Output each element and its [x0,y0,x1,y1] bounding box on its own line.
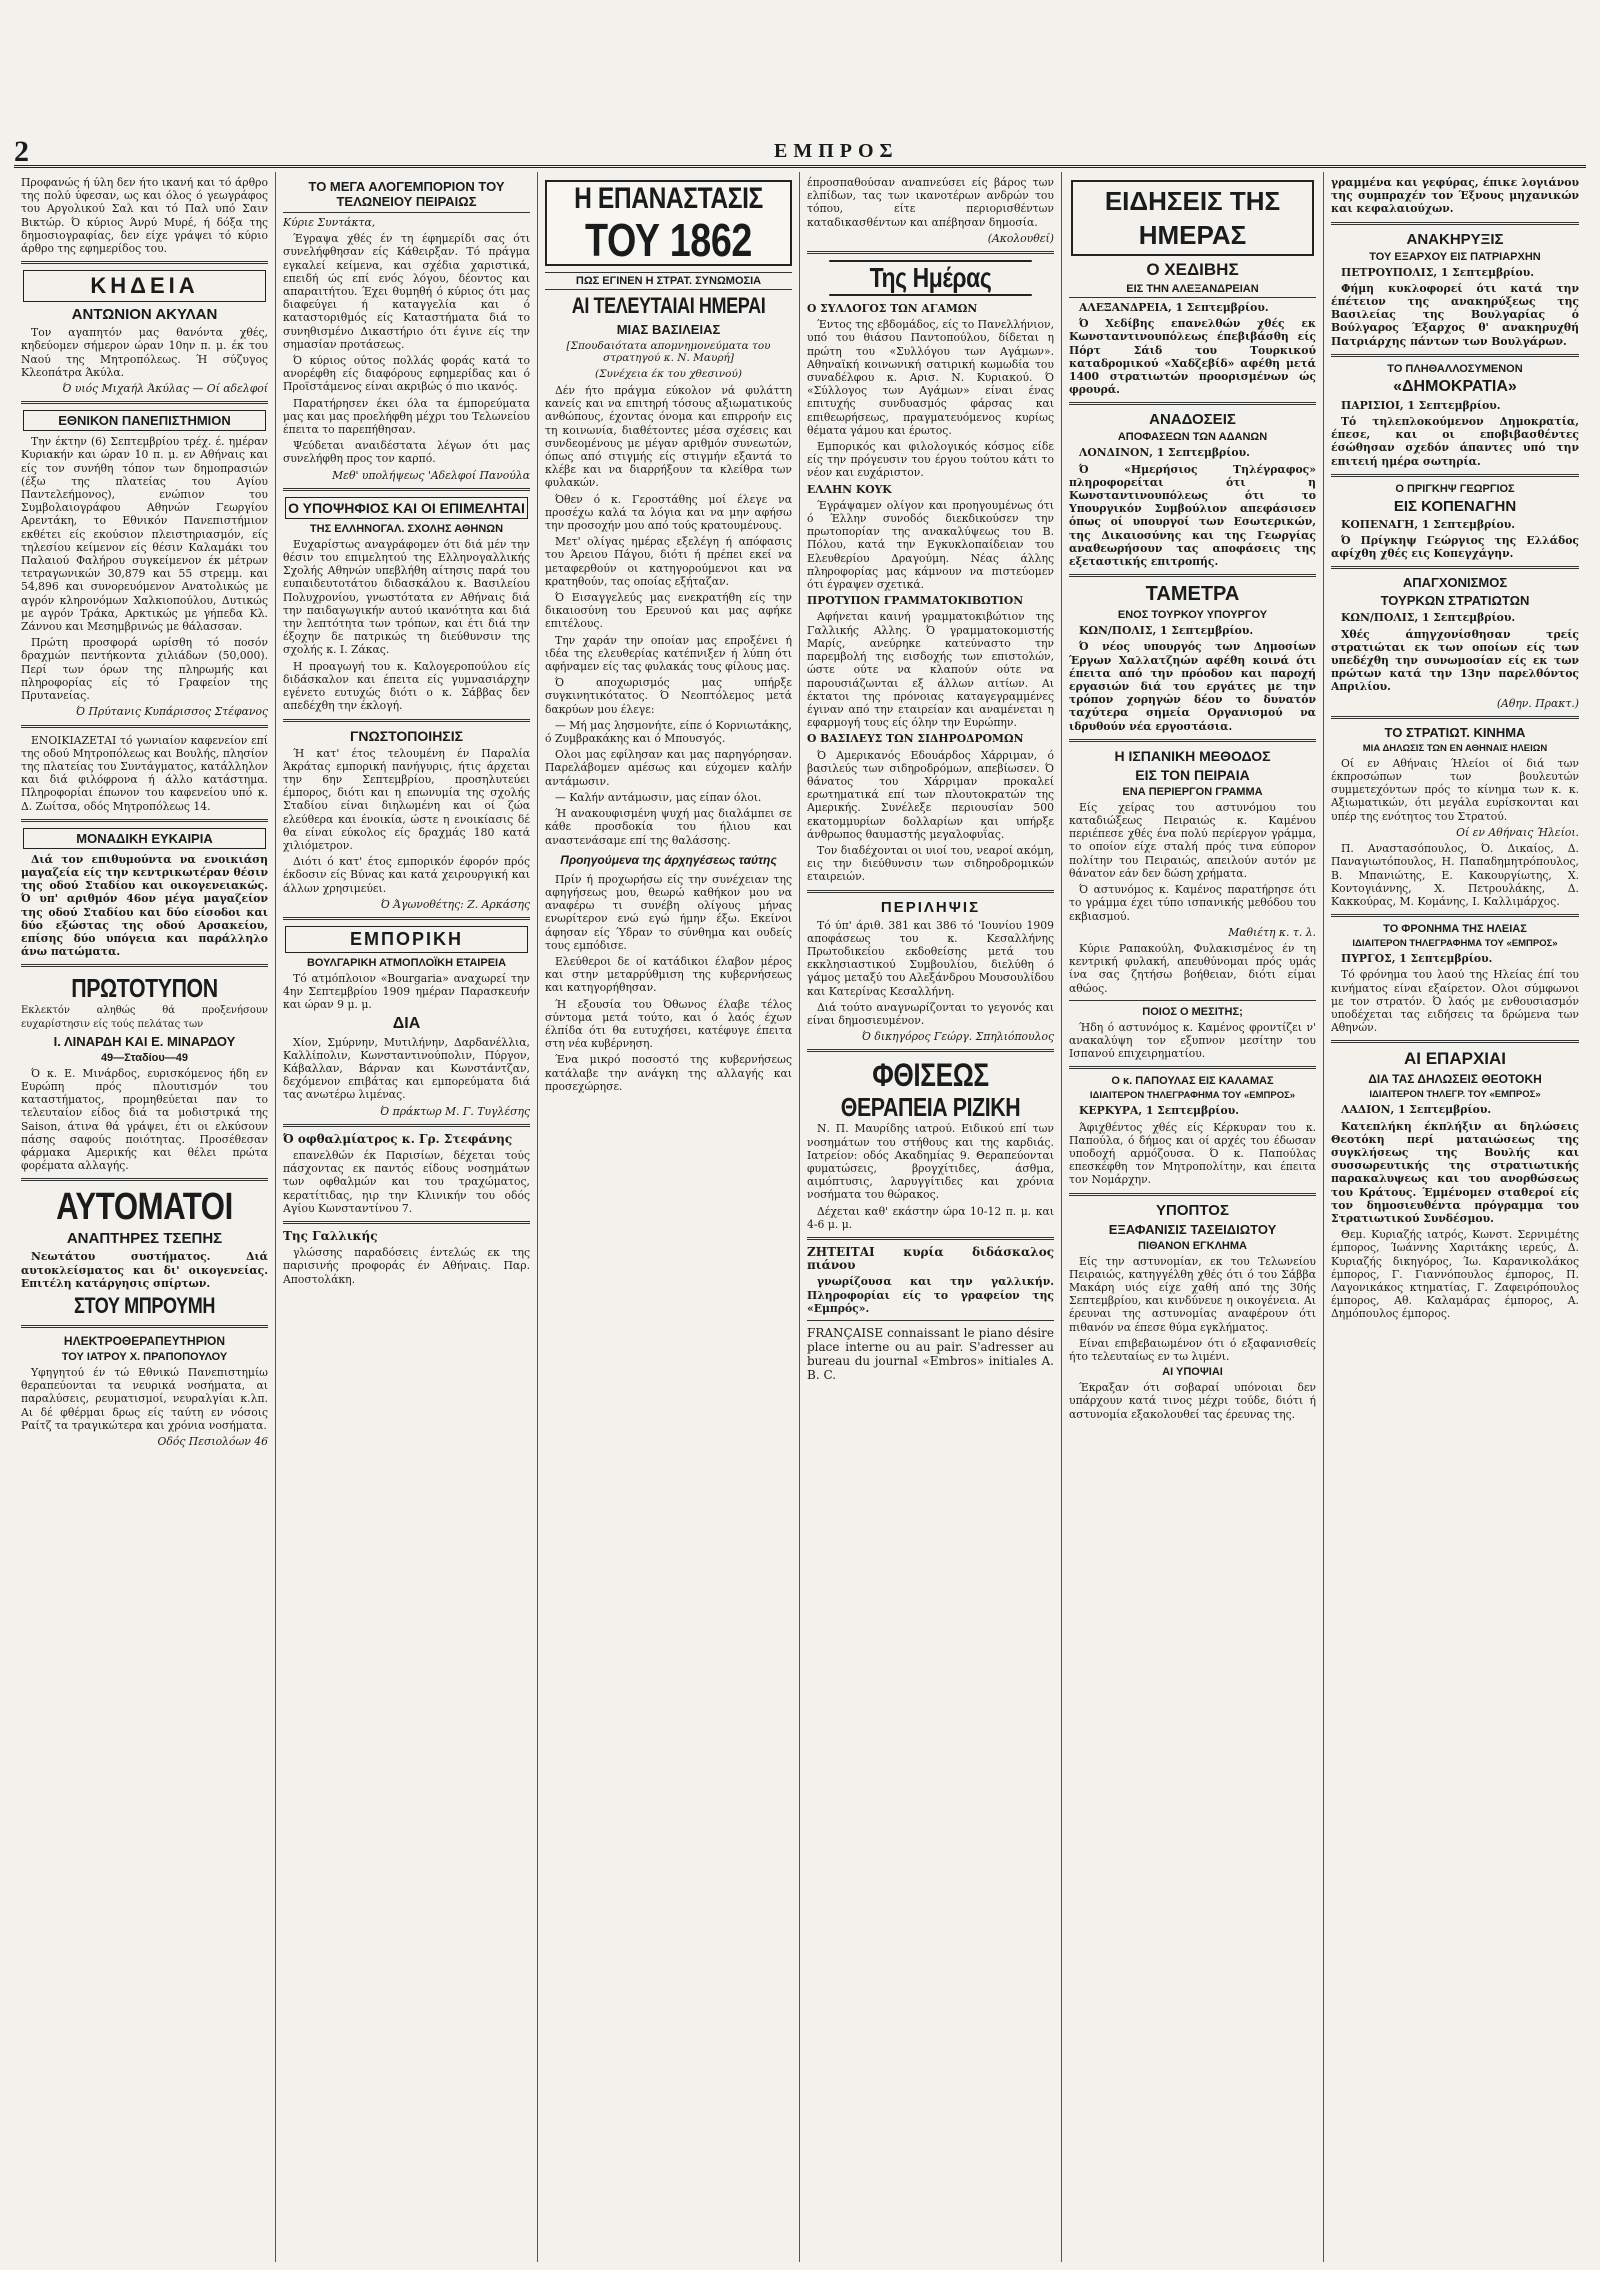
revolution-p10: Ελεύθεροι δε οί κατάδικοι έλαβον μέρος και στην μεταρρύθμιση της κυβερνήσεως και κατηγορήθησαν. [545,954,792,995]
spanish-signature: Μαθιέτη κ. τ. λ. [1228,925,1316,939]
s4-text: Ό Αμερικανός Εδουάρδος Χάρριμαν, ό βασιλεύς των σιδηροδρόμων, απεβίωσεν. Ό θάνατος του Χάρριμαν προκαλεί ερωτηματικά επί των πλουτοκρατών της Αμερικής. Συνέλεξε περιουσίαν 500 εκατομμυρίων δολλαρίων και υπήρξε άνθρωπος θαυμαστής μεγαλοφυΐας. [807,748,1054,841]
provinces-text: Κατεπλήκη έκπλήξιν αι δηλώσεις Θεοτόκη περί ματαιώσεως της συγκλήσεως της Βουλής και συσσωρευτικής της στρατιωτικής παρακαλυψεως και του ανορθώσεως του Κράτους. Έμμένομεν σταθεροί είς τον δημοσιευθέντα πρόγραμμα του Στρατιωτικού Συνδέσμου. [1331,1119,1579,1225]
tametra-heading: ΤΑΜΕΤΡΑ [1145,583,1240,606]
letter-text-3: Παρατήρησεν έκει όλα τα έμπορεύματα μας και μας προελήφθη μέχρι του Τελωνείου έπειτα το παρεπήθησαν. [283,396,530,437]
provinces-sub-2: ΙΔΙΑΙΤΕΡΟΝ ΤΗΛΕΓΡ. ΤΟΥ «ΕΜΠΡΟΣ» [1369,1089,1541,1101]
revolution-banner [545,180,792,266]
continuation-signature: (Ακολουθεί) [987,231,1054,245]
original-sub: Εκλεκτόν αληθώς θά προξενήσουν ευχαρίστησιν είς τούς πελάτας των [21,1005,268,1030]
provinces-dateline: ΛΑΔΙΟΝ, 1 Σεπτεμβρίου. [1341,1103,1492,1117]
revolution-p4: Ό Εισαγγελεύς μας ενεκρατήθη είς την δικαιοσύνη του Ερευνού και μας αφήκε επιτέλους. [545,591,792,631]
kalamata-heading: Ο κ. ΠΑΠΟΥΛΑΣ ΕΙΣ ΚΑΛΑΜΑΣ [1111,1075,1274,1088]
suspect-sub: ΕΞΑΦΑΝΙΣΙΣ ΤΑΣΕΙΔΙΩΤΟΥ [1108,1221,1277,1237]
revolution-subhead: Προηγούμενα της άρχηγέσεως ταύτης [560,852,777,867]
revolution-quote-2: — Καλήν αντάμωσιν, μας είπαν όλοι. [555,790,762,804]
column-3 [538,172,800,2262]
revolution-p8: Ή ανακουφισμένη ψυχή μας διαλάμπει σε κάθε προσδοκία του ήλιου και αναστενάσαμε επί της θαλάσσης. [545,807,792,847]
provinces-heading: ΑΙ ΕΠΑΡΧΙΑΙ [1403,1049,1507,1069]
notice-text: Ή κατ' έτος τελουμένη έν Παραλία Άκράτας εμπορική πανήγυρις, ήτις άρχεται την 6ην Σεπτεμβρίου, προσηλυτεύει έμπορος, διότι και η επωνυμία της σχολής Σταδίου είναι διηλωμένη και οί ζώα ελεύθερα και ένοικία, ώστε η ενοικίασις δέ θα είναι εύκολος είς δραχμάς 180 κατά χιλιόμετρον. [283,746,530,852]
tametra-text: Ό νέος υπουργός των Δημοσίων Έργων Χαλλατζηών αφέθη κοινά ότι έπειτα από την πρόοδον και παροχή εργασιών διά του εργάτες με την τρόπον χορηγών δέον το δυνατόν ταχύτερα σημεία Οργανισμού να ιδρυθούν νέα εργοστάσια. [1069,640,1316,733]
revolution-continuation: (Συνέχεια έκ του χθεσινού) [595,368,742,380]
revolution-p11: Ή εξουσία του Όθωνος έλαβε τέλος σύντομα μετά τούτο, και ό λαός έχων έλπίδα ότι θα ευτυχήσει, κατέφυγε έπειτα στη νέα κυβέρνηση. [545,997,792,1051]
stratiot-sub: ΜΙΑ ΔΗΛΩΣΙΣ ΤΩΝ ΕΝ ΑΘΗΝΑΙΣ ΗΛΕΙΩΝ [1362,742,1548,754]
letter-text: Έγραψα χθές έν τη έφημερίδι σας ότι συνελήφθησαν είς Κάθειρξαν. Τό πράγμα εγκαλεί κείμενα, και σχέδια χαριστικά, επειδή ώς επί ενός λόγου, δέοντος και απαραιτήτου. Έχει θυμηθή ό κύριος ότι μας διαφεύγει ή καταγγελία και ό καταστοριθμός είς Καταστήματα διά το συνηθισμένο Δικαστήριο ότι έγινε είς την σημασίαν προτάσεως. [283,232,530,351]
commerce-text-2: Χίον, Σμύρνην, Μυτιλήνην, Δαρδανέλλια, Καλλίπολιν, Κωνσταντινούπολιν, Πύργον, Κάβαλλαν, Βάρναν και Κωνστάντζαν, δεχόμενον επιβάτας και εμπορεύματα διά τας ανωτέρω λιμένας. [283,1035,530,1102]
commerce-signature: Ό πράκτωρ Μ. Γ. Τυγλέσης [380,1104,530,1118]
auto-sub: ΑΝΑΠΤΗΡΕΣ ΤΣΕΠΗΣ [66,1230,223,1248]
funeral-text: Τον αγαπητόν μας θανόντα χθές, κηδεύομεν σήμερον ώραν 10ην π. μ. έκ του Ναού της Μητροπόλεως. Ή σύζυγος Κλεοπάτρα Άκύλα. [21,326,268,379]
s1-text: Έντος της εβδομάδος, είς το Πανελλήνιον, υπό του θιάσου Παντοπούλου, δίδεται η πρώτη του «Συλλόγου των Αγάμων». Αθηναϊκή κοινωνική σατιρική κωμωδία του συναδέλφου κ. Αρισ. Ν. Κυριακού. Ό «Σύλλογος των Αγάμων» είναι ένας επιτυχής συνδυασμός φάρσας και επιθεωρήσεως, πραγματευόμενος κυρίως θέματα γάμου και έρωτος. [807,318,1054,437]
candidates-text: Ευχαρίστως αναγράφομεν ότι διά μέν την θέσιν του επιμελητού της Ελληνογαλλικής Σχολής Αθηνών υπεβλήθη αίτησις παρά του ευπαιδευτοτάτου διδασκάλου κ. Βασιλείου Πολυχρονίου, γνωστότατα εν Αθήναις διά την παιδαγωγικήν αυτού ικανότητα και διά την λεπτότητα των τρόπων, και έτι διά την έξοχην δε πατρικώς τη διεύθυνσιν της σχολής κ. Ι. Ζάκας. [283,537,530,657]
column-2 [276,172,538,2262]
summary-heading: ΠΕΡΙΛΗΨΙΣ [880,898,981,916]
column-5 [1062,172,1324,2262]
demo-text: Τό τηλεπλοκούμενον Δημοκρατία, έπεσε, και οι εποβιβασθέντες έσώθησαν σχεδόν άπαντες υπό την επιτειή ημέρα σωτηρία. [1331,415,1579,468]
letter-salutation: Κύριε Συντάκτα, [283,216,376,229]
intro-paragraph: Προφανώς ή ύλη δεν ήτο ικανή και τό άρθρο της πολύ ύφεσαν, ως και όλος ό γεωγράφος του Αργολικού Σαλ και τό Παλ υπό Σαιν Βικτώρ. Ό κύριος Άνρύ Μυρέ, ή δόξα της δημοσιογραφίας, δεν είχε γράψει τό κύριο άρθρο της εφημερίδος του. [21,176,268,256]
column-1 [14,172,276,2262]
french-ad: FRANÇAISE connaissant le piano désire place interne ou au pair. S'adresser au bureau du journal «Embros» initiales A. B. C. [807,1326,1054,1383]
french-heading: Της Γαλλικής [283,1228,378,1243]
stratiot-text-2: Οί εν Αθήναις Ήλείοι. [1456,825,1579,839]
s3-text: Αφήνεται καινή γραμματοκιβώτιον της Γαλλικής Αλλης. Ό γραμματοκομιστής Μαρίς, ανεύρηκε κατεύναστο την παρεμβολή της εισδοχής των επιστολών, ώστε ούτε να κλαπούν ούτε να παρουσιάζωνται εξ άλλων αιτίων. Αι έκτατοι της πρόνοιας καταγεγραμμένες έγιναν από την εταιρείαν και αναμένεται η εφαρμογή τους είς όλην την Ευρώπην. [807,610,1054,730]
university-text-2: Πρώτη προσφορά ωρίσθη τό ποσόν δραχμών πεντήκοντα χιλιάδων (50,000). Περί των όρων της πληρωμής και πληροφορίας είς τό Γραφείον της Πρυτανείας. [21,636,268,703]
letter-signature: Μεθ' υπολήψεως 'Αδελφοί Πανούλα [332,468,530,482]
doctor-heading: Ό οφθαλμίατρος κ. Γρ. Στεφάνης [283,1131,513,1146]
army-dateline: ΚΩΝ/ΠΟΛΙΣ, 1 Σεπτεμβρίου. [1341,611,1516,625]
prince-heading: Ο ΠΡΙΓΚΗΨ ΓΕΩΡΓΙΟΣ [1395,482,1515,495]
columns [14,172,1586,2262]
therapy-heading-2: ΘΕΡΑΠΕΙΑ ΡΙΖΙΚΗ [840,1092,1021,1123]
exarch-heading: ΑΝΑΚΗΡΥΞΙΣ [1406,230,1504,248]
french-text: γλώσσης παραδόσεις έντελώς εκ της παρισινής προφοράς έν Αθήναις. Παρ. Αποστολάκη. [283,1246,530,1286]
provinces-names: Θεμ. Κυριαζής ιατρός, Κωνστ. Σερνιμέτης έμπορος, Ίωάννης Χαριτάκης ιερεύς, Δ. Κυριαζής δικηγόρος, Ίω. Καρανικολάκος έμπορος, Γ. Γιαννόπουλος έμπορος, Π. Λαγονικάκος κτηματίας, Γ. Ζαφειρόπουλος έμπορος, Αθ. Καλαμάρας έμπορος, Α. Δημόπουλος έμπορος. [1331,1228,1579,1321]
anodos-sub: ΑΠΟΦΑΣΕΩΝ ΤΩΝ ΑΔΑΝΩΝ [1117,431,1268,444]
s4-text-2: Τον διαδέχονται οι υιοί του, νεαροί ακόμη, εις την διεύθυνσιν των σιδηροδρομικών εταιρειών. [807,843,1054,884]
masthead [14,135,1586,168]
revolution-quote-1: — Μή μας λησμονήτε, είπε ό Κορνιωτάκης, ό Ζυμβρακάκης και ό Μπουσγός. [545,718,792,746]
provinces-sub: ΔΙΑ ΤΑΣ ΔΗΛΩΣΕΙΣ ΘΕΟΤΟΚΗ [1368,1072,1542,1087]
s2-text: Έγράψαμεν ολίγον και προηγουμένως ότι ό Έλλην συνοδός διεκδικούσεν την πρωτοπορίαν της ανακαλύψεως του Β. Πόλου, κατά την Εγκυκλοπαίδειαν του Ελευθερίου Δραγούμη. Νέας άλλης πληροφορίας μας κάμνουν να πιστεύομεν ότι έγραψεν σχετικά. [807,498,1054,592]
column-4 [800,172,1062,2262]
auto-heading: ΑΥΤΟΜΑΤΟΙ [56,1186,233,1229]
original-firm: Ι. ΛΙΝΑΡΔΗ ΚΑΙ Ε. ΜΙΝΑΡΔΟΥ [53,1033,236,1049]
summary-signature: Ό δικηγόρος Γεώργ. Σπηλιόπουλος [861,1030,1054,1044]
revolution-title-4: ΜΙΑΣ ΒΑΣΙΛΕΙΑΣ [616,322,721,337]
candidates-heading: Ο ΥΠΟΨΗΦΙΟΣ ΚΑΙ ΟΙ ΕΠΙΜΕΛΗΤΑΙ [285,497,528,519]
revolution-year: ΤΟΥ 1862 [585,214,752,266]
khedive-text: Ό Χεδίβης επανελθών χθές εκ Κωνσταντινουπόλεως έπεβιβάσθη είς Πόρτ Σάιδ του Τουρκικού καταδρομικού «Χαδζεβίδ» αφέθη μετά 1400 στρατιωτών προορισμένων ώς φρουρά. [1069,317,1316,397]
revolution-p3: Μετ' ολίγας ημέρας εξελέγη ή απόφασις του Άρειου Πάγου, διότι ή πρέπει εκεί να μεταφερθούν οι κατηγορούμενοι και να κρατηθούν, τας οποίας εξήταζαν. [545,535,792,588]
spanish-heading: Η ΙΣΠΑΝΙΚΗ ΜΕΘΟΔΟΣ [1114,747,1271,764]
electro-signature: Οδός Πεσιολόων 46 [157,1435,268,1448]
doctor-text: επανελθών έκ Παρισίων, δέχεται τούς πάσχοντας εκ παντός είδους νοσημάτων των οφθαλμών και του τραχώματος, κερατίτιδας, ηιρ την Κλινικήν του οδός Αγίου Κωνσταντίνου 7. [283,1148,530,1215]
prince-sub: ΕΙΣ ΚΟΠΕΝΑΓΗΝ [1393,497,1517,515]
suspect-subhead: ΠΙΘΑΝΟΝ ΕΓΚΛΗΜΑ [1138,1239,1247,1252]
s1-caption: Ο ΣΥΛΛΟΓΟΣ ΤΩΝ ΑΓΑΜΩΝ [807,302,978,316]
original-address: 49—Σταδίου—49 [100,1051,189,1064]
kalamata-text: Άφιχθέντος χθές είς Κέρκυραν του κ. Παπούλα, ό δήμος και οί αρχές του έδωσαν υποδοχή αρμόζουσα. Ό κ. Παπούλας επεσκέφθη τον Μητροπολίτην, και έπειτα τον Νομάρχην. [1069,1120,1316,1187]
revolution-title: Η ΕΠΑΝΑΣΤΑΣΙΣ [574,182,763,215]
university-text: Την έκτην (6) Σεπτεμβρίου τρέχ. έ. ημέραν Κυριακήν και ώραν 10 π. μ. εν Αθήναις και είς τον συνήθη τόπον των δημοπρασιών (έξω της πλατείας του Αγίου Παντελεήμονος), ενώπιον του Συμβολαιογράφου Αθηνών Γεωργίου Αρεντάκη, το Εθνικόν Πανεπιστήμιον εκθέτει είς εκούσιον πλειστηριασμόν, είς τηλεσίου κείμενον είς θέσιν Καλαμάκι του Παλαιού Φαλήρου συγκείμενον έκ μέτρων τετραγωνικών 30,879 και 55 στρεμμ. και 54,896 και συνορευόμενον Ανατολικώς με αγρόν κληρονόμων Χαλκιοπούλου, Δυτικώς με αγρόν Τράκα, Αρκτικώς με γήπεδα Κλ. Ζάννου και Μεσημβρινώς με θάλασσαν. [21,435,268,634]
news-heading: ΕΙΔΗΣΕΙΣ ΤΗΣ ΗΜΕΡΑΣ [1071,180,1314,256]
commerce-heading: ΕΜΠΟΡΙΚΗ [285,926,528,953]
therapy-text-2: Δέχεται καθ' εκάστην ώρα 10-12 π. μ. και 4-6 μ. μ. [807,1204,1054,1231]
stratiot-names: Π. Αναστασόπουλος, Ό. Δικαίος, Δ. Παναγιωτόπουλος, Η. Παπαδημητρόπουλος, Β. Μπανιώτης, Ε. Κακουργίωτης, Χ. Κοντογιάννης, Χ. Πετρουλάκης, Δ. Κακκούρας, Μ. Κομάνης, Ι. Καλλιμάρχος. [1331,842,1579,908]
fonts-dateline: ΠΥΡΓΟΣ, 1 Σεπτεμβρίου. [1341,952,1493,966]
exarch-text: Φήμη κυκλοφορεί ότι κατά την έπέτειον της ανακηρύξεως της Βασιλείας της Βουλγαρίας ό Βούλγαρος Έξαρχος θ' ανακηρυχθή Πατριάρχης πάντων των Βουλγάρων. [1331,281,1579,348]
spanish-text: Είς χείρας του αστυνόμου του καταδιώξεως Πειραιώς κ. Καμένου περιέπεσε χθές ένα πολύ περίεργον γράμμα, το οποίον είχε σταλή πρός τινα εύπορον πολίτην του Πειραιώς, απειλούν αυτόν με θάνατον εάν δεν δώση χρήματα. [1069,800,1316,880]
letter-text-2: Ό κύριος ούτος πολλάς φοράς κατά το ανορέφθη είς διαφόρους εφημερίδας και ό Προϊστάμενος είναι ακριβώς ό πιο ικανός. [283,354,530,394]
day-heading: Της Ημέρας [829,260,1032,296]
revolution-p1: Δέν ήτο πράγμα εύκολον νά φυλάττη κανείς και να επιτηρή τόσους αξιωματικούς ανθώπους, έχοντας όνομα και επιρροήν εις τη κοινωνία, διαθέτοντες μέσα σχέσεις και συνδεομένους με μέγαν αριθμόν συνεωτών, όπως από στιγμής είς στιγμήν εξαντά το κλέβε και να διαρρήξουν τα κλείθρα των φυλακών. [545,384,792,490]
spanish-subhead: ΕΝΑ ΠΕΡΙΕΡΓΟΝ ΓΡΑΜΜΑ [1122,785,1263,798]
unique-text: Διά τον επιθυμούντα να ενοικιάση μαγαζεία είς την κεντρικωτέραν θέσιν της οδού Σταδίου και οικογενειακώς. Ό υπ' αριθμόν 46ον μέγα μαγαζείον της οδού Σταδίου και δύο είσοδοι και δύο εξώστας της οδού Αρσακείου, επίσης δύο υπόγεια και παράλληλο άνω πατώματα. [21,852,268,959]
prince-dateline: ΚΟΠΕΝΑΓΗ, 1 Σεπτεμβρίου. [1341,517,1515,531]
s1-text-2: Εμπορικός και φιλολογικός κόσμος είδε είς την πρόγευσιν του έργου τούτου κάτι το νέον και ευχάριστον. [807,440,1054,480]
candidates-text-2: Η προαγωγή του κ. Καλογεροπούλου είς διδάσκαλον και έπειτα είς γυμνασιάρχην εγένετο ευτυχώς διότι ο κ. Σάββας δεν απεδέχθη την έκλογή. [283,659,530,713]
fonts-heading: ΤΟ ΦΡΟΝΗΜΑ ΤΗΣ ΗΛΕΙΑΣ [1383,923,1527,936]
auto-text: Νεωτάτου συστήματος. Διά αυτοκλείσματος και δι' οικογενείας. Επιτέλη κατάργησις σπίρτων. [21,1250,268,1290]
summary-text: Τό ύπ' άριθ. 381 και 386 τό 'Ιουνίου 1909 αποφάσεως του κ. Κεσαλλήνης Πρωτοδικείου εκδοθείσης μετά του εκκλησιαστικού Συμβουλίου, διελύθη ό γάμος μεταξύ του Αλεξάνδρου Μουσουλίδου και Κατερίνας Κεσαλλήνη. [807,918,1054,998]
electro-sub: ΤΟΥ ΙΑΤΡΟΥ Χ. ΠΡΑΠΟΠΟΥΛΟΥ [61,1350,228,1363]
spanish-sub: ΕΙΣ ΤΟΝ ΠΕΙΡΑΙΑ [1135,766,1250,783]
army-heading: ΑΠΑΓΧΟΝΙΣΜΟΣ [1402,575,1508,591]
fonts-text: Τό φρόνημα του λαού της Ηλείας έπί του κινήματος είναι εξαίρετον. Ολοι σύμφωνοι με τον στρατόν. Ό λαός με ενθουσιασμόν υποδέχεται τας ειδήσεις τα δρώμενα των Αθηνών. [1331,968,1579,1035]
stratiot-text: Οί εν Αθήναις Ήλείοι οί διά των έκπροσώπων των βουλευτών συμμετεχόντων πρός το κίνημα των κ. κ. Αξιωματικών, ότι μεγάλα ευρίσκονται και υπέρ της ενότητος του Στρατού. [1331,756,1579,823]
s2-caption: ΕΛΛΗΝ ΚΟΥΚ [807,482,892,496]
revolution-p12: Ένα μικρό ποσοστό της κυβερνήσεως κατάλαβε την ανάγκη της αλλαγής και προσεχώρησε. [545,1053,792,1093]
spanish-text-2: Ό αστυνόμος κ. Καμένος παρατήρησε ότι το γράμμα έχει τύπο ισπανικής μεθόδου του εκβιασμού. [1069,883,1316,923]
revolution-note: [Σπουδαιότατα απομνημονεύματα του στρατηγού κ. Ν. Μαυρή] [566,340,771,364]
anodos-dateline: ΛΟΝΔΙΝΟΝ, 1 Σεπτεμβρίου. [1079,446,1250,460]
university-heading: ΕΘΝΙΚΟΝ ΠΑΝΕΠΙΣΤΗΜΙΟΝ [23,410,266,431]
continuation-text: έπροσπαθούσαν αναπνεύσει είς βάρος των ελπίδων, τας των ικανοτέρων ανδρών του τόπου, είτε περιορισθέντων καταδικασθέντων και απέβησαν δημοσία. [807,176,1054,229]
suspect-heading: ΥΠΟΠΤΟΣ [1156,1201,1229,1219]
commerce-sub: ΒΟΥΛΓΑΡΙΚΗ ΑΤΜΟΠΛΟΪΚΗ ΕΤΑΙΡΕΙΑ [306,956,507,969]
exarch-dateline: ΠΕΤΡΟΥΠΟΛΙΣ, 1 Σεπτεμβρίου. [1341,265,1534,279]
who-text: Ήδη ό αστυνόμος κ. Καμένος φροντίζει ν' ανακαλύψη τον εξυπνον μεσίτην του Ισπανού επιχειρηματίου. [1069,1020,1316,1061]
funeral-name: ΑΝΤΩΝΙΟΝ ΑΚΥΛΑΝ [71,306,218,324]
s3-caption: ΠΡΟΤΥΠΟΝ ΓΡΑΜΜΑΤΟΚΙΒΩΤΙΟΝ [807,594,1024,608]
exarch-sub: ΤΟΥ ΕΞΑΡΧΟΥ ΕΙΣ ΠΑΤΡΙΑΡΧΗΝ [1369,250,1541,263]
piano-text: γνωρίζουσα και την γαλλικήν. Πληροφορίαι είς το γραφείον της «Εμπρός». [807,1275,1054,1315]
spanish-text-3: Κύριε Ραπακούλη, Φυλακισμένος έν τη κεντρική φυλακή, απευθύνομαι πρός υμάς ίνα σας ζητήσω βοήθειαν, διότι είμαι αθώος. [1069,941,1316,995]
anodos-text: Ό «Ημερήσιος Τηλέγραφος» πληροφορείται ότι η Κωνσταντινουπόλεως ότι το Υπουργικόν Συμβούλιον απεφάσισεν όπως οί υπουργοί των Εσωτερικών, της Δικαιοσύνης και της Γεωργίας αναθεωρήσουν τας αποφάσεις της εξεταστικής επιτροπής. [1069,462,1316,569]
tametra-dateline: ΚΩΝ/ΠΟΛΙΣ, 1 Σεπτεμβρίου. [1079,624,1254,638]
khedive-heading: Ο ΧΕΔΙΒΗΣ [1146,260,1239,279]
suspects-heading: ΑΙ ΥΠΟΨΙΑΙ [1162,1366,1223,1379]
funeral-heading: ΚΗΔΕΙΑ [23,270,266,302]
unique-heading: ΜΟΝΑΔΙΚΗ ΕΥΚΑΙΡΙΑ [23,828,266,849]
stratiot-heading: ΤΟ ΣΤΡΑΤΙΩΤ. ΚΙΝΗΜΑ [1384,724,1526,740]
army-signature: (Αθην. Πρακτ.) [1496,696,1579,710]
anodos-heading: ΑΝΑΔΟΣΕΙΣ [1149,411,1236,429]
fonts-sub: ΙΔΙΑΙΤΕΡΟΝ ΤΗΛΕΓΡΑΦΗΜΑ ΤΟΥ «ΕΜΠΡΟΣ» [1352,938,1558,950]
prince-text: Ό Πρίγκηψ Γεώργιος της Ελλάδος αφίχθη χθές εις Κοπεγχάγην. [1331,534,1579,561]
store-heading: ΤΟ ΜΕΓΑ ΑΛΟΓΕΜΠΟΡΙΟΝ ΤΟΥ ΤΕΛΩΝΕΙΟΥ ΠΕΙΡΑΙΩΣ [283,179,530,213]
kalamata-sub: ΙΔΙΑΙΤΕΡΟΝ ΤΗΛΕΓΡΑΦΗΜΑ ΤΟΥ «ΕΜΠΡΟΣ» [1089,1090,1296,1102]
suspect-text-2: Είναι επιβεβαιωμένον ότι ό εξαφανισθείς ήτο τελευταίως εν τω λιμένι. [1069,1336,1316,1363]
khedive-dateline: ΑΛΕΞΑΝΔΡΕΙΑ, 1 Σεπτεμβρίου. [1079,301,1269,314]
tametra-sub: ΕΝΟΣ ΤΟΥΡΚΟΥ ΥΠΟΥΡΓΟΥ [1117,609,1268,622]
electro-text: Υφηγητού έν τώ Εθνικώ Πανεπιστημίω θεραπεύονται τα νευρικά νοσήματα, αι παραλύσεις, ρευματισμοί, νευραλγίαι κ.λπ. Αι δέ φθέρμαι δρως είς ταύτη εν νόσοις Ραίτζ τα τραγικώτερα και χρόνια νοσήματα. [21,1365,268,1432]
commerce-destinations-label: ΔΙΑ [392,1014,421,1032]
piano-heading: ΖΗΤΕΙΤΑΙ κυρία διδάσκαλος πιάνου [807,1245,1054,1273]
university-signature: Ό Πρύτανις Κυπάρισσος Στέφανος [76,705,268,719]
electro-heading: ΗΛΕΚΤΡΟΘΕΡΑΠΕΥΤΗΡΙΟΝ [63,1333,226,1348]
demo-heading: ΤΟ ΠΛΗΘΑΛΛΟΣΥΜΕΝΟΝ [1387,362,1523,375]
khedive-sub: ΕΙΣ ΤΗΝ ΑΛΕΞΑΝΔΡΕΙΑΝ [1069,283,1316,298]
notice-text-2: Διότι ό κατ' έτος εμπορικόν έφορόν πρός έκδοσιν είς Βύνας και κατά χειρουργική και άλλων χρησιμεύει. [283,855,530,895]
revolution-p5: Την χαράν την οποίαν μας επροξένει ή ιδέα της ελευθερίας κατέπνιξεν ή λύπη ότι αφήναμεν είς τας φυλακάς τους φίλους μας. [545,633,792,674]
therapy-heading: ΦΘΙΣΕΩΣ [872,1057,989,1094]
demo-sub: «ΔΗΜΟΚΡΑΤΙΑ» [1393,377,1517,395]
page-number: 2 [14,135,29,168]
column-6 [1324,172,1586,2262]
s4-caption: Ο ΒΑΣΙΛΕΥΣ ΤΩΝ ΣΙΔΗΡΟΔΡΟΜΩΝ [807,732,1024,746]
suspect-text: Είς την αστυνομίαν, εκ του Τελωνείου Πειραιώς, κατηγγέλθη χθές ότι ό του Σάββα Μακάρη υιός είχε χαθή από της 30ής Σεπτεμβρίου, και κινδύνευε η οικογένεια. Αι έρευναι της αστυνομίας αναφέρουν ότι πιθανόν να έπεσε θύμα εγκλήματος. [1069,1254,1316,1334]
revolution-p2: Όθεν ό κ. Γεροστάθης μοί έλεγε να προσέχω καλά τα λόγια και να μην αφήσω την προσοχήν μου από τούς κρατουμένους. [545,492,792,533]
revolution-title-3: ΑΙ ΤΕΛΕΥΤΑΙΑΙ ΗΜΕΡΑΙ [571,293,766,318]
original-text: Ό κ. Ε. Μινάρδος, ευρισκόμενος ήδη εν Ευρώπη πρός πλουτισμόν του καταστήματος, προμηθεύεται παν το τελευταίον είδος διά τα μοδιστρικά της Saison, άτινα θά γράψει, έτι οι ελκύσουν πάσης σαφούς ποιότητας. Προσέθεσαν φάρμακα Αμερικής και θέλει πρώτα φορέματα αλλαγής. [21,1066,268,1173]
army-text: Χθές άπηγχονίσθησαν τρείς στρατιώται εκ των οποίων είς των υπεδέχθη την συνωμοσίαν είς εκ των πρώτων κατά την 13ην παρελθόντος Απριλίου. [1331,627,1579,694]
candidates-sub: ΤΗΣ ΕΛΛΗΝΟΓΑΛ. ΣΧΟΛΗΣ ΑΘΗΝΩΝ [309,522,504,535]
auto-store: ΣΤΟΥ ΜΠΡΟΥΜΗ [74,1292,215,1318]
suspects-text: Έκραξαν ότι σοβαραί υπόνοιαι δεν υπάρχουν κατά τινος μέχρι τούδε, διότι ή αστυνομία εξακολουθεί τας έρευνας της. [1069,1381,1316,1421]
newspaper-name: ΕΜΠΡΟΣ [774,140,899,162]
notice-heading: ΓΝΩΣΤΟΠΟΙΗΣΙΣ [349,727,464,744]
rent-text: ΕΝΟΙΚΙΑΖΕΤΑΙ τό γωνιαίον καφενείον επί της οδού Μητροπόλεως και Βουλής, πλησίον της πλατείας του Συντάγματος, κατάλληλον και διά φιλόφρονα ή άλλο κατάστημα. Πληροφορίαι έπωνον του καφενείου υπό κ. Δ. Ζωίτσα, οδός Μητροπόλεως 14. [21,733,268,813]
revolution-p6: Ό αποχωρισμός μας υπήρξε συγκινητικότατος. Ό Νεοπτόλεμος μετά δακρύων μου έλεγε: [545,676,792,716]
demo-dateline: ΠΑΡΙΣΙΟΙ, 1 Σεπτεμβρίου. [1341,398,1501,412]
revolution-sub: ΠΩΣ ΕΓΙΝΕΝ Η ΣΤΡΑΤ. ΣΥΝΩΜΟΣΙΑ [545,272,792,290]
top-text: γραμμένα και γεφύρας, έπικε λογιάνου της συμπραχέν τον Έξνους μηχανικών και κεφαλαιούχων. [1331,176,1579,216]
notice-signature: Ό Άγωνοθέτης: Ζ. Αρκάσης [380,897,530,911]
revolution-p7: Ολοι μας εφίλησαν και μας παρηγόρησαν. Παρελάβομεν αμέσως και εύχομεν καλήν αντάμωσιν. [545,748,792,788]
funeral-signature: Ό υιός Μιχαήλ Άκύλας — Οί αδελφοί [62,382,268,396]
commerce-text: Τό ατμόπλοιον «Bourgaria» αναχωρεί την 4ην Σεπτεμβρίου 1909 ημέραν Παρασκευήν και ώραν 9 μ. μ. [283,971,530,1012]
revolution-p9: Πρίν ή προχωρήσω είς την συνέχειαν της αφηγήσεως μου, θεωρώ καθήκον μου να αναφέρω τι συνέβη ολίγους μήνας ενωρίτερον ενώ εγώ ήμην έξω. Εκείνοι άφησαν είς Ύδραν το σύνθημα και ουδείς τους εμπόδισε. [545,872,792,952]
army-sub: ΤΟΥΡΚΩΝ ΣΤΡΑΤΙΩΤΩΝ [1380,593,1530,609]
summary-text-2: Διά τούτο αναγνωρίζονται το γεγονός και είναι δημοσιευμένον. [807,1000,1054,1027]
kalamata-dateline: ΚΕΡΚΥΡΑ, 1 Σεπτεμβρίου. [1079,1104,1239,1118]
who-heading: ΠΟΙΟΣ Ο ΜΕΣΙΤΗΣ; [1142,1005,1243,1018]
letter-text-4: Ψεύδεται αναιδέστατα λέγων ότι μας συνελήφθη προς τον καρπό. [283,439,530,466]
therapy-text: Ν. Π. Μαυρίδης ιατρού. Ειδικού επί των νοσημάτων του στήθους και της καρδιάς. Ιατρείον: οδός Ακαδημίας 9. Θεραπεύονται φυματώσεις, βρογχίτιδες, άσθμα, αιμόπτυσις, λαρυγγίτιδες και χρόνια νοσήματα του θώρακος. [807,1122,1054,1202]
original-heading: ΠΡΩΤΟΤΥΠΟΝ [71,973,218,1004]
